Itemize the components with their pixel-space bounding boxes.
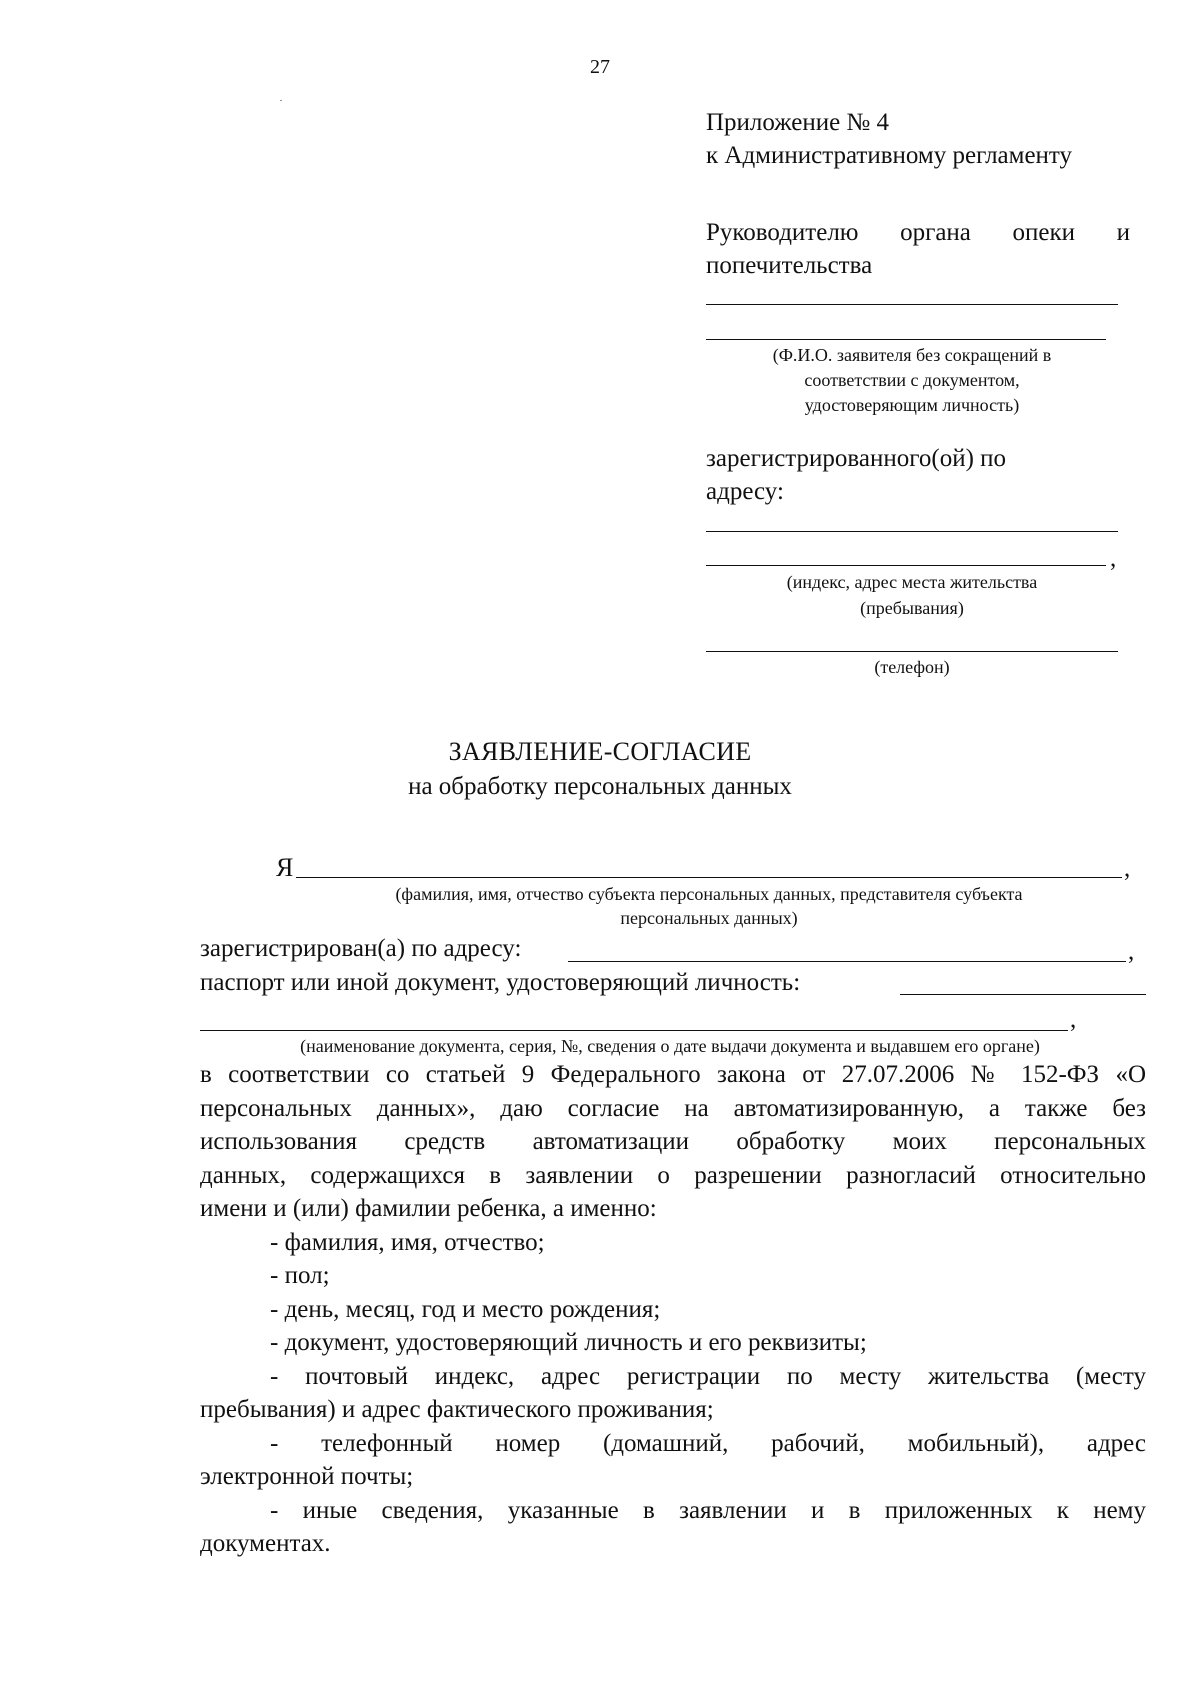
consent-line-2: персональных данных», даю согласие на автоматизированную, а также без: [200, 1094, 1146, 1122]
consent-paragraph: [200, 1058, 1146, 1561]
address-comma: ,: [1110, 545, 1117, 572]
consent-item-7a: - иные сведения, указанные в заявлении и в приложенных к нему: [270, 1496, 1146, 1524]
consent-item-5a: - почтовый индекс, адрес регистрации по месту жительства (месту: [270, 1362, 1146, 1390]
subject-name-line[interactable]: [296, 877, 1122, 878]
consent-item-5b: пребывания) и адрес фактического проживания;: [200, 1396, 714, 1423]
consent-item-4: - документ, удостоверяющий личность и его реквизиты;: [270, 1329, 867, 1356]
consent-line-5: имени и (или) фамилии ребенка, а именно:: [200, 1195, 657, 1222]
applicant-registered-label-2: адресу:: [706, 478, 784, 505]
consent-line-1: в соответствии со статьей 9 Федерального закона от 27.07.2006 № 152-ФЗ «О: [200, 1061, 1146, 1088]
applicant-address-line-2[interactable]: [706, 565, 1106, 566]
ya-label: Я: [276, 853, 294, 882]
applicant-phone-caption: (телефон): [874, 657, 950, 677]
document-subtitle: на обработку персональных данных: [408, 773, 792, 800]
applicant-address-caption-1: (индекс, адрес места жительства: [786, 572, 1038, 592]
appendix-number: Приложение № 4: [706, 109, 890, 136]
document-title: ЗАЯВЛЕНИЕ-СОГЛАСИЕ: [448, 737, 752, 766]
registered-address-comma: ,: [1128, 938, 1135, 965]
applicant-address-caption-2: (пребывания): [860, 598, 964, 618]
passport-label: паспорт или иной документ, удостоверяющий личность:: [200, 969, 801, 996]
consent-item-6b: электронной почты;: [200, 1463, 414, 1490]
applicant-registered-label-1: зарегистрированного(ой) по: [706, 445, 1007, 472]
passport-line-2[interactable]: [200, 1030, 1068, 1031]
applicant-address-line-1[interactable]: [706, 531, 1118, 532]
consent-item-7b: документах.: [200, 1530, 331, 1557]
applicant-name-line-1[interactable]: [706, 304, 1118, 305]
page-number: 27: [590, 56, 610, 78]
registered-address-label: зарегистрирован(а) по адресу:: [200, 935, 522, 962]
registered-address-line[interactable]: [568, 961, 1126, 962]
applicant-name-caption-1: (Ф.И.О. заявителя без сокращений в: [772, 345, 1052, 365]
subject-caption-2: персональных данных): [620, 908, 798, 928]
addressee-line-2: попечительства: [706, 252, 873, 279]
appendix-reference: к Административному регламенту: [706, 142, 1073, 169]
consent-line-4: данных, содержащихся в заявлении о разрешении разногласий относительно: [200, 1161, 1146, 1189]
consent-item-2: - пол;: [270, 1262, 330, 1289]
passport-line-1[interactable]: [900, 994, 1146, 995]
consent-item-6a: - телефонный номер (домашний, рабочий, мобильный), адрес: [270, 1429, 1146, 1457]
passport-comma: ,: [1070, 1006, 1077, 1033]
consent-line-3: использования средств автоматизации обработку моих персональных: [200, 1128, 1146, 1155]
scan-speck: [280, 100, 282, 101]
subject-caption-1: (фамилия, имя, отчество субъекта персональных данных, представителя субъекта: [395, 884, 1023, 904]
subject-name-comma: ,: [1124, 855, 1131, 882]
consent-item-3: - день, месяц, год и место рождения;: [270, 1295, 661, 1323]
applicant-name-caption-2: соответствии с документом,: [804, 370, 1020, 390]
applicant-phone-line[interactable]: [706, 651, 1118, 652]
document-details-caption: (наименование документа, серия, №, сведения о дате выдачи документа и выдавшем его органе): [300, 1036, 1040, 1056]
applicant-name-line-2[interactable]: [706, 339, 1106, 340]
applicant-name-caption-3: удостоверяющим личность): [804, 395, 1020, 415]
addressee-line-1: Руководителю органа опеки и: [706, 219, 1130, 246]
consent-item-1: - фамилия, имя, отчество;: [270, 1228, 545, 1256]
